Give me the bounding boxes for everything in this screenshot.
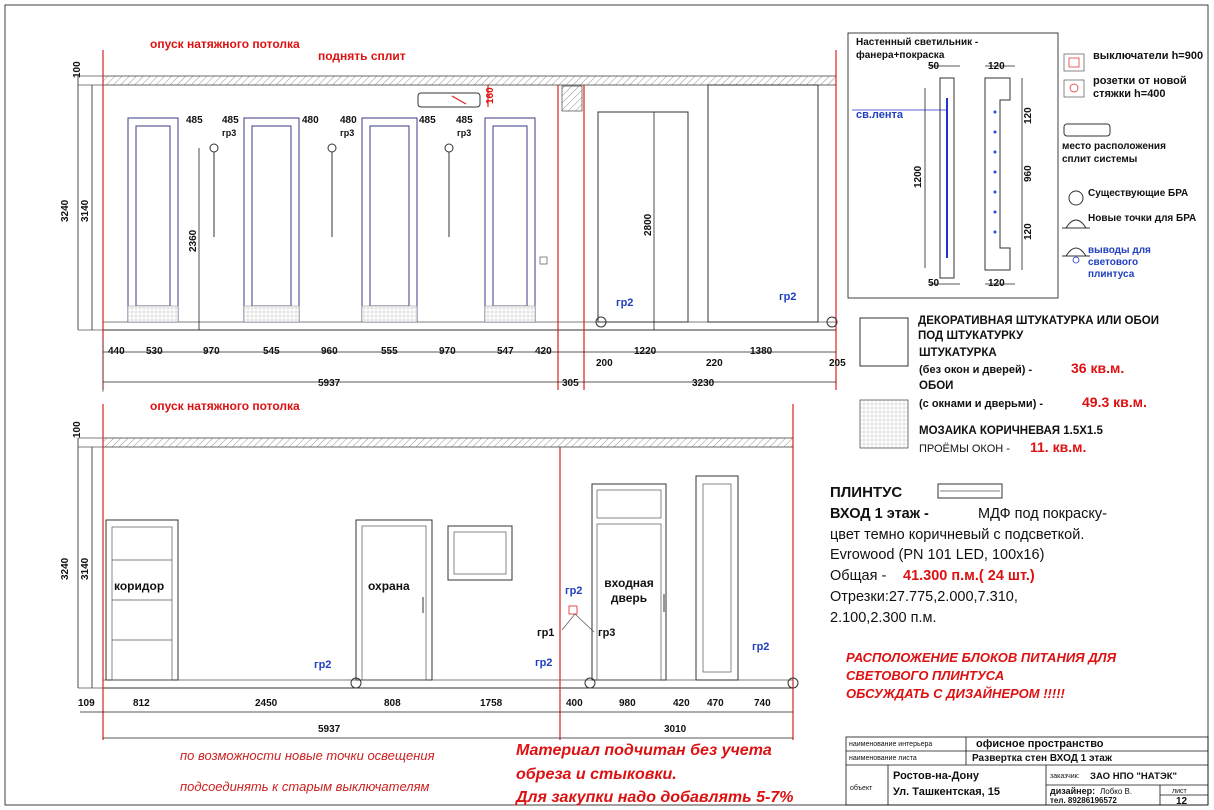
height-outer-bottom: 3240 [60,557,71,580]
dim-bot-8: 470 [707,698,724,709]
dim-bot-6: 980 [619,698,636,709]
plinth-total-label: Общая - [830,568,887,584]
door-guard [356,520,432,680]
label-guard: охрана [368,579,410,593]
dim-top-3: 545 [263,346,280,357]
tb-phone: тел. 89286196572 [1050,796,1117,805]
plaster-swatch [860,318,908,366]
tb-object-label: объект [850,785,873,792]
tb-designer-label: дизайнер: [1050,786,1096,796]
plinth-line1: МДФ под покраску- [978,506,1107,522]
dim-top-11: 220 [706,358,723,369]
plaster-sub: ШТУКАТУРКА [919,347,997,359]
total-top-1: 5937 [318,378,341,389]
legend-new-bra: Новые точки для БРА [1088,213,1197,224]
socket-icon [1064,80,1084,97]
label-corridor: коридор [114,579,165,593]
plinth-line3: Evrowood (PN 101 LED, 100х16) [830,547,1045,563]
lamp-dim-0: 50 [928,61,940,72]
spacing-1: 485 [186,115,203,126]
bra-label-1: гр3 [222,128,237,138]
dim-top-1: 530 [146,346,163,357]
height-inner-top: 3140 [80,199,91,222]
material-note-3: Для закупки надо добавлять 5-7% [516,789,794,806]
power-note-2: СВЕТОВОГО ПЛИНТУСА [846,668,1005,683]
plinth-line2: цвет темно коричневый с подсветкой. [830,527,1085,543]
dim-bot-0: 109 [78,698,95,709]
tb-designer: Лобко В. [1100,787,1133,796]
dim-bot-5: 400 [566,698,583,709]
dim-top-12: 1380 [750,346,773,357]
tb-street: Ул. Ташкентская, 15 [893,786,1000,798]
plinth-cuts2: 2.100,2.300 п.м. [830,610,937,626]
tb-interior: офисное пространство [976,738,1104,750]
legend-existing-bra: Существующие БРА [1088,188,1189,199]
plinth-title: ПЛИНТУС [830,484,903,501]
label-entrance: входная дверь [604,576,654,605]
lamp-title-box [856,36,1026,64]
lamp-dim-2: 1200 [913,165,924,188]
bottom-elevation [78,404,798,740]
dim-bot-7: 420 [673,698,690,709]
legend-sockets: розетки от новой стяжки h=400 [1093,75,1187,100]
dim-top-9: 200 [596,358,613,369]
bra-label-2: гр3 [340,128,355,138]
total-top-3: 3230 [692,378,715,389]
height-top-top: 100 [72,61,83,78]
spacing-3: 480 [302,115,319,126]
dim-top-10: 1220 [634,346,657,357]
height-inner-bottom: 3140 [80,557,91,580]
tb-city: Ростов-на-Дону [893,770,980,782]
mosaic-swatch [860,400,908,448]
label-gr1: гр1 [537,627,555,639]
tb-sheet-label: наименование листа [849,755,917,762]
ceiling-band-bottom [103,438,793,447]
bra-new-icon [1066,220,1086,228]
spacing-6: 485 [456,115,473,126]
total-bot-1: 5937 [318,724,341,735]
dim-bot-1: 812 [133,698,150,709]
window-bottom [448,526,512,580]
power-note-1: РАСПОЛОЖЕНИЕ БЛОКОВ ПИТАНИЯ ДЛЯ [846,650,1117,665]
led-label: св.лента [856,109,904,121]
label-gr2-b1: гр2 [314,659,332,671]
tb-client: ЗАО НПО "НАТЭК" [1090,771,1178,782]
split-icon [1064,124,1110,136]
plinth-total-value: 41.300 п.м.( 24 шт.) [903,568,1035,584]
plinth-entry-title: ВХОД 1 этаж - [830,506,929,522]
power-note-3: ОБСУЖДАТЬ С ДИЗАЙНЕРОМ !!!!! [846,686,1065,701]
total-top-2: 305 [562,378,579,389]
label-gr2-b3: гр2 [752,641,770,653]
spacing-5: 485 [419,115,436,126]
note-ceiling-bottom: опуск натяжного потолка [150,399,300,413]
split-unit-top [418,93,480,107]
label-gr2-b2: гр2 [535,657,553,669]
plaster-title: ДЕКОРАТИВНАЯ ШТУКАТУРКА ИЛИ ОБОИ ПОД ШТУКАТУРКУ [918,315,1159,342]
plinth-cuts1: Отрезки:27.775,2.000,7.310, [830,589,1018,605]
lamp-dim-6: 50 [928,278,940,289]
height-outer-top: 3240 [60,199,71,222]
label-entrance-box [596,576,662,610]
dim-top-7: 547 [497,346,514,357]
material-note-1: Материал подчитан без учета [516,742,772,759]
plaster-value: 36 кв.м. [1071,360,1125,376]
material-note-2: обреза и стыковки. [516,766,677,783]
lights-note-2: подсоединять к старым выключателям [180,779,430,794]
lamp-dim-5: 120 [1023,223,1034,240]
tb-list-label: лист [1172,788,1187,795]
legend-split: место расположения сплит системы [1062,141,1166,165]
tb-client-label: заказчик: [1050,773,1080,780]
note-split: поднять сплит [318,49,406,63]
dim-bot-2: 2450 [255,698,278,709]
lamp-dim-4: 960 [1023,165,1034,182]
dim-top-13: 205 [829,358,846,369]
switch-icon [1064,54,1084,71]
tb-list-num: 12 [1176,796,1188,807]
gr2-top-1: гр2 [616,297,634,309]
windows-value: 11. кв.м. [1030,439,1087,455]
label-gr2-switch: гр2 [565,585,583,597]
dim-top-8: 420 [535,346,552,357]
windows-label: ПРОЁМЫ ОКОН - [919,443,1010,455]
ceiling-band-top [103,76,836,85]
dim-top-5: 555 [381,346,398,357]
dim-bot-9: 740 [754,698,771,709]
height-top-bottom: 100 [72,421,83,438]
dim-top-6: 970 [439,346,456,357]
label-gr3: гр3 [598,627,616,639]
dim-top-0: 440 [108,346,125,357]
gr2-top-2: гр2 [779,291,797,303]
dim-top-2: 970 [203,346,220,357]
tb-interior-label: наименование интерьера [849,741,933,748]
dim-split: 160 [485,87,496,104]
spacing-4: 480 [340,115,357,126]
tb-sheet: Развертка стен ВХОД 1 этаж [972,753,1112,764]
dim-bot-3: 808 [384,698,401,709]
total-bot-2: 3010 [664,724,687,735]
mosaic-label: МОЗАИКА КОРИЧНЕВАЯ 1.5Х1.5 [919,425,1103,437]
plaster-note: (без окон и дверей) - [919,364,1033,376]
wallpaper-note: (с окнами и дверьми) - [919,398,1044,410]
bra-existing-icon [1069,191,1083,205]
top-elevation [78,50,837,392]
legend-led-outputs: выводы для светового плинтуса [1088,245,1151,280]
lamp-title: Настенный светильник - фанера+покраска [856,37,979,61]
lamp-dim-1: 120 [988,61,1005,72]
lamp-dim-7: 120 [988,278,1005,289]
wallpaper-value: 49.3 кв.м. [1082,394,1147,410]
door-height: 2800 [643,213,654,236]
led-output-icon [1066,248,1086,256]
dim-top-4: 960 [321,346,338,357]
dim-bot-4: 1758 [480,698,503,709]
legend-switches: выключатели h=900 [1093,50,1204,62]
note-ceiling-top: опуск натяжного потолка [150,37,300,51]
bra-label-3: гр3 [457,128,472,138]
lights-note-1: по возможности новые точки освещения [180,748,435,763]
lamp-dim-3: 120 [1023,107,1034,124]
pillar-height: 2360 [188,229,199,252]
wallpaper-label: ОБОИ [919,380,954,392]
spacing-2: 485 [222,115,239,126]
